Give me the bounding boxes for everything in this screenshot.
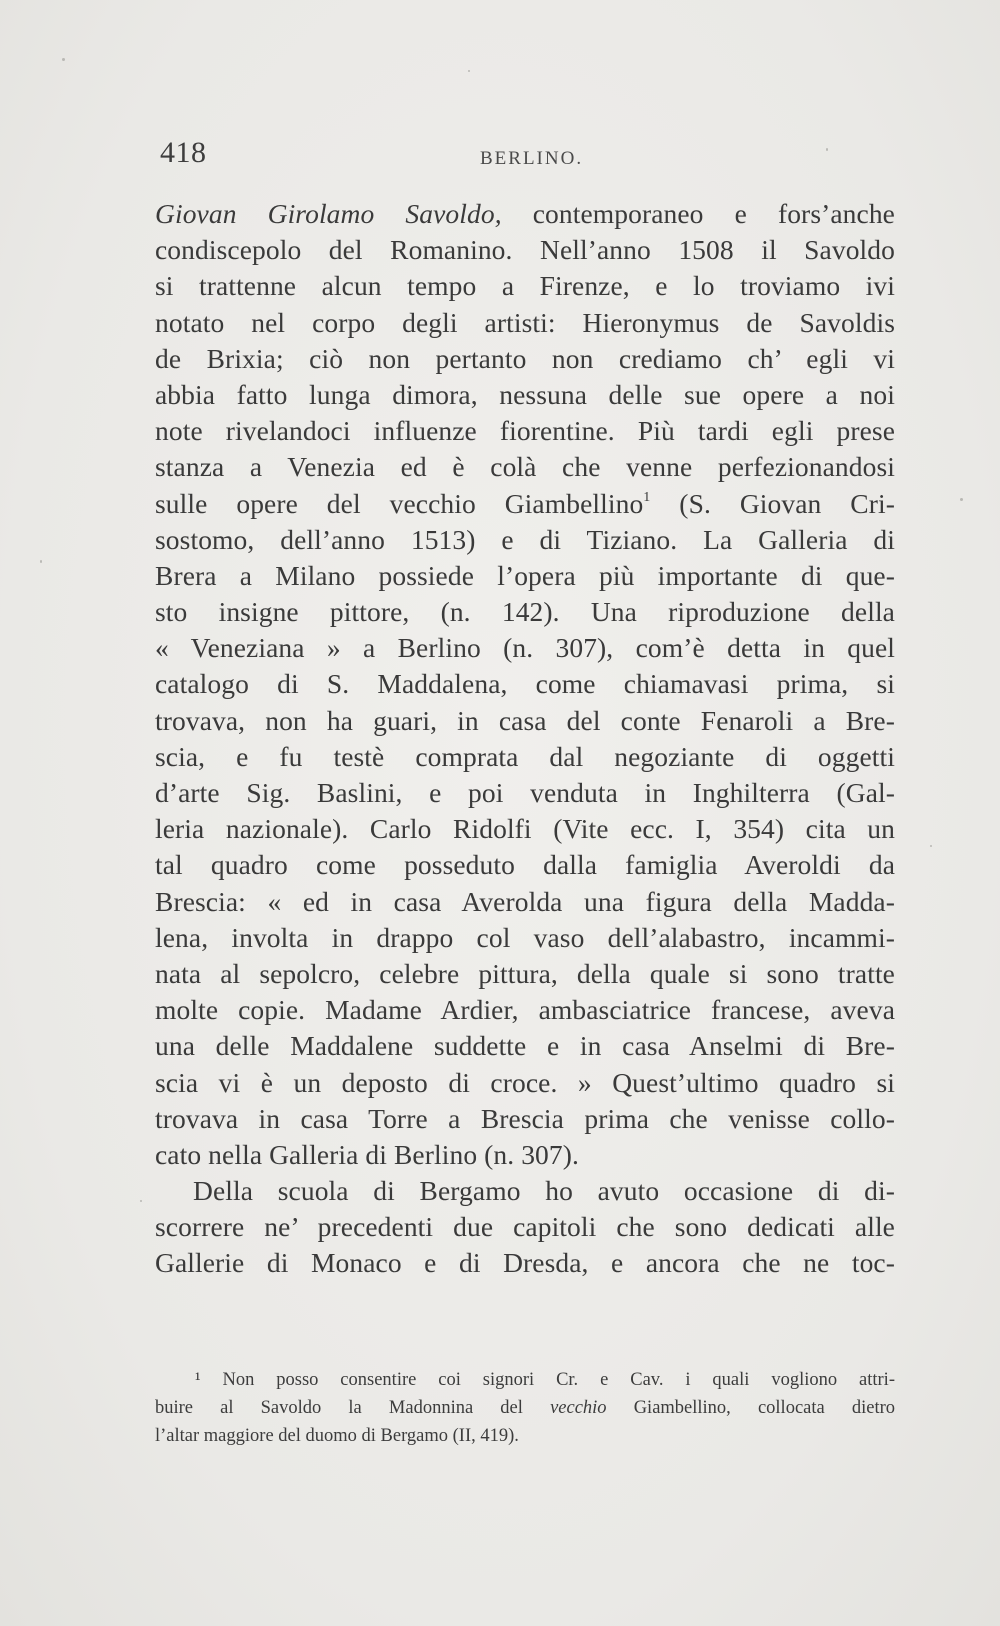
line-text: sostomo, dell’anno 1513) e di Tiziano. La Galleria di [155,523,895,555]
text-line [155,558,895,594]
text-line [155,956,895,992]
line-text: sto insigne pittore, (n. 142). Una riproduzione della [155,596,895,628]
page-header [160,136,905,176]
line-text: scia vi è un deposto di croce. » Quest’ultimo quadro si [155,1066,895,1098]
paper-speck [468,70,470,72]
line-text: de Brixia; ciò non pertanto non crediamo ch’ egli vi [155,342,895,374]
footnote-text: ¹ Non posso consentire coi signori Cr. e Cav. i quali vogliono attri- [195,1370,895,1390]
footnote-line [155,1422,895,1450]
paper-speck [62,58,65,61]
text-line [155,920,895,956]
line-text: contemporaneo e fors’anche [501,198,895,229]
text-line [155,1173,895,1209]
footnote-line [155,1366,895,1394]
line-text: Brera a Milano possiede l’opera più importante di que- [155,559,895,591]
text-line [155,1209,895,1245]
line-text: stanza a Venezia ed è colà che venne perfezionandosi [155,451,895,483]
line-text: abbia fatto lunga dimora, nessuna delle sue opere a noi [155,378,895,410]
line-text: sulle opere del vecchio Giambellino [155,487,644,519]
page-number: 418 [160,136,207,169]
text-line [155,305,895,341]
footnote-text: l’altar maggiore del duomo di Bergamo (II, 419). [155,1426,519,1446]
line-text: molte copie. Madame Ardier, ambasciatrice francese, aveva [155,994,895,1026]
paper-speck [826,148,828,151]
line-text: si trattenne alcun tempo a Firenze, e lo troviamo ivi [155,270,895,302]
text-line [155,268,895,304]
line-text: una delle Maddalene suddette e in casa Anselmi di Bre- [155,1030,895,1062]
footnote-line [155,1394,895,1422]
line-text: cato nella Galleria di Berlino (n. 307). [155,1138,579,1170]
line-text: catalogo di S. Maddalena, come chiamavasi prima, si [155,668,895,700]
footnote-italic: vecchio [550,1398,607,1418]
line-text: tal quadro come posseduto dalla famiglia Averoldi da [155,849,895,881]
line-text: Brescia: « ed in casa Averolda una figura della Madda- [155,885,895,917]
text-line [155,522,895,558]
italic-name: Giovan Girolamo Savoldo, [155,198,502,229]
line-text: condiscepolo del Romanino. Nell’anno 1508 il Savoldo [155,234,895,266]
line-text: Gallerie di Monaco e di Dresda, e ancora che ne toc- [155,1247,895,1279]
text-line [155,341,895,377]
line-text-continued: (S. Giovan Cri- [650,487,895,519]
line-text: d’arte Sig. Baslini, e poi venduta in Inghilterra (Gal- [155,777,895,808]
footnote-text-continued: Giambellino, collocata dietro [606,1398,896,1418]
main-text-block [155,196,895,1282]
footnote-marker: 1 [643,489,651,505]
text-line [155,413,895,449]
text-line [155,1028,895,1064]
paper-speck [960,498,963,501]
text-line [155,847,895,883]
text-line [155,1137,895,1173]
text-line [155,232,895,268]
text-line [155,884,895,920]
text-line [155,992,895,1028]
text-line [155,1065,895,1101]
text-line [155,703,895,739]
text-line [155,630,895,666]
paper-speck [140,1200,142,1202]
text-line [155,811,895,847]
line-text: scorrere ne’ precedenti due capitoli che sono dedicati alle [155,1211,895,1243]
line-text: leria nazionale). Carlo Ridolfi (Vite ecc. I, 354) cita un [155,813,895,845]
line-text: scia, e fu testè comprata dal negoziante di oggetti [155,740,895,772]
line-text: lena, involta in drappo col vaso dell’alabastro, incammi- [155,921,895,953]
text-line [155,196,895,232]
footnote-text: buire al Savoldo la Madonnina del [155,1398,551,1418]
text-line [155,1245,895,1281]
footnotes-block [155,1366,895,1450]
running-head: BERLINO. [480,148,584,169]
text-line [155,666,895,702]
text-line [155,739,895,775]
line-text: nata al sepolcro, celebre pittura, della quale si sono tratte [155,957,895,989]
text-line [155,775,895,811]
line-text: notato nel corpo degli artisti: Hieronymus de Savoldis [155,306,895,338]
line-text: trovava in casa Torre a Brescia prima che venisse collo- [155,1102,895,1134]
text-line [155,486,895,522]
line-text: trovava, non ha guari, in casa del conte Fenaroli a Bre- [155,704,895,736]
text-line [155,1101,895,1137]
line-text: note rivelandoci influenze fiorentine. Più tardi egli prese [155,415,895,447]
paper-speck [930,845,932,847]
text-line [155,594,895,630]
text-line [155,377,895,413]
paper-speck [40,560,42,563]
text-line [155,449,895,485]
line-text: « Veneziana » a Berlino (n. 307), com’è detta in quel [155,632,895,664]
line-text: Della scuola di Bergamo ho avuto occasione di di- [193,1175,895,1207]
